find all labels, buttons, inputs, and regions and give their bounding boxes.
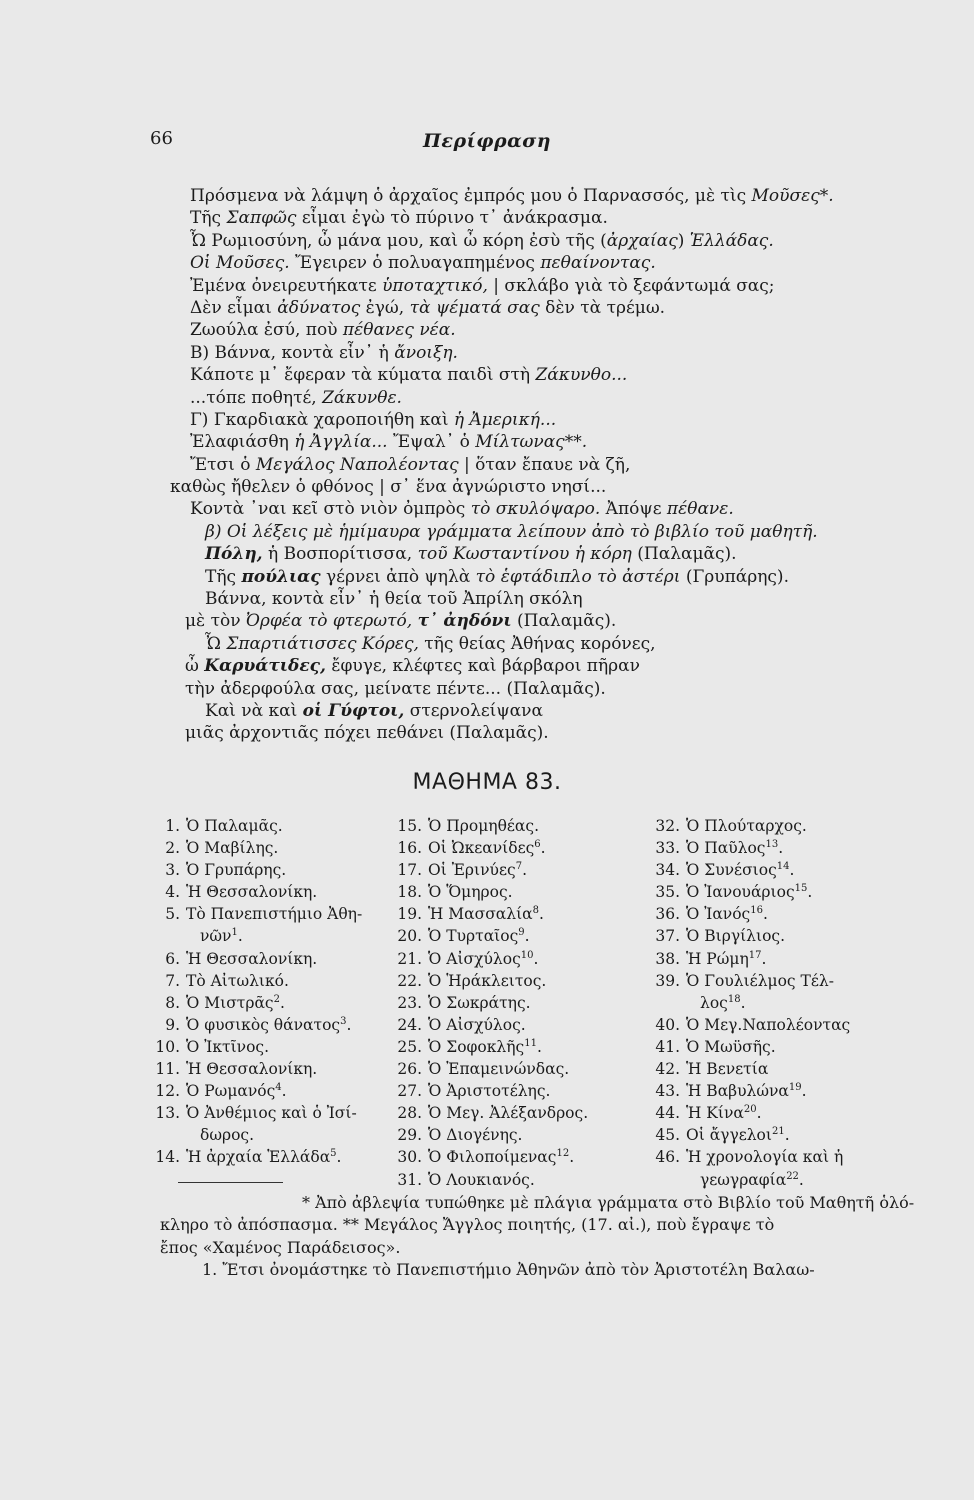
footnote-line: * Ἀπὸ ἀβλεψία τυπώθηκε μὲ πλάγια γράμματα στὸ Βιβλίο τοῦ Μαθητῆ ὁλό-: [302, 1193, 915, 1212]
text-run: β) Οἱ λέξεις μὲ ἡμίμαυρα γράμματα λείπουν ἀπὸ τὸ βιβλίο τοῦ μαθητῆ.: [205, 521, 818, 542]
footnote-ref: 8: [532, 905, 540, 917]
answer-item: [165, 903, 363, 925]
item-punctuation: .: [789, 861, 795, 880]
text-run: Μίλτωνας**.: [475, 432, 588, 453]
item-text: Ὁ Ἀνθέμιος καὶ ὁ Ἰσί-: [186, 1104, 357, 1123]
text-run: πούλιας: [241, 566, 321, 587]
text-run: δὲν τὰ τρέμω.: [539, 297, 666, 318]
text-run: Ἔγειρεν ὁ πολυαγαπημένος: [289, 253, 541, 274]
item-text: Ὁ Ρωμανός: [186, 1082, 276, 1101]
text-run: Ἐμένα ὀνειρευτήκατε: [190, 275, 383, 296]
answer-item: [186, 925, 362, 947]
text-run: τὴν ἀδερφούλα σας, μείνατε πέντε... (Παλαμᾶς).: [185, 678, 606, 699]
item-number: 12.: [155, 1082, 180, 1101]
answer-item: [397, 859, 588, 881]
footnote-ref: 20: [743, 1104, 757, 1116]
text-run: πέθανε.: [666, 499, 734, 520]
item-punctuation: .: [784, 1126, 790, 1145]
item-number: 17.: [397, 861, 422, 880]
answer-item: [155, 1146, 362, 1168]
text-run: οἱ Γύφτοι,: [302, 700, 405, 721]
text-line: [170, 409, 910, 431]
text-line: [170, 566, 910, 588]
item-number: 34.: [655, 861, 680, 880]
text-run: τ᾽ ἀηδόνι: [417, 611, 512, 632]
text-run: μὲ τὸν: [185, 611, 246, 632]
text-run: Πρόσμενα νὰ λάμψη ὁ ἀρχαῖος ἐμπρός μου ὁ Παρνασσός, μὲ τὶς: [190, 186, 752, 206]
answer-item: [186, 1124, 362, 1146]
item-text: Ὁ Παλαμᾶς.: [186, 817, 283, 835]
item-text: Ὁ Ἡράκλειτος.: [428, 971, 547, 990]
text-line: [170, 431, 910, 453]
item-number: 41.: [655, 1037, 680, 1056]
item-text: Ἡ χρονολογία καὶ ἡ: [686, 1148, 844, 1167]
text-run: μιᾶς ἀρχοντιᾶς πόχει πεθάνει (Παλαμᾶς).: [185, 723, 549, 744]
item-number: 2.: [165, 839, 180, 858]
item-number: 39.: [655, 971, 680, 990]
footnote-line: 1. Ἔτσι ὀνομάστηκε τὸ Πανεπιστήμιο Ἀθηνῶν ἀπὸ τὸν Ἀριστοτέλη Βαλαω-: [202, 1260, 815, 1280]
answer-item: [397, 1169, 588, 1191]
footnote-ref: 7: [515, 861, 523, 873]
item-text: Ὁ Αἰσχύλος: [428, 949, 521, 968]
item-number: 14.: [155, 1148, 180, 1167]
item-text: Ὁ Μιστρᾶς: [186, 993, 274, 1012]
text-run: Ὦ Ρωμιοσύνη, ὦ μάνα μου, καὶ ὦ κόρη ἐσὺ τῆς (: [190, 230, 607, 251]
item-punctuation: .: [524, 927, 530, 946]
text-run: Σπαρτιάτισσες Κόρες,: [226, 633, 419, 654]
text-line: [170, 678, 910, 700]
item-punctuation: .: [522, 861, 527, 880]
answer-item: [155, 1036, 362, 1058]
answer-item: [655, 1124, 850, 1146]
text-run: ἡ Ἀμερική...: [453, 409, 557, 430]
item-text: Ὁ Διογένης.: [428, 1126, 523, 1145]
text-line: [170, 722, 910, 744]
text-line: [170, 342, 910, 364]
text-run: Τῆς: [205, 566, 242, 587]
text-run: Ἑλλάδας.: [689, 230, 774, 251]
item-number: 27.: [397, 1082, 422, 1101]
item-number: 16.: [397, 839, 422, 858]
item-punctuation: .: [740, 993, 746, 1012]
text-line: [170, 387, 910, 409]
text-run: Ζάκυνθο...: [535, 365, 628, 386]
answer-item: [686, 1169, 850, 1191]
footnote-ref: 11: [524, 1037, 537, 1049]
text-line: [170, 633, 910, 655]
text-run: Ζωούλα ἐσύ, ποὺ: [190, 320, 343, 341]
item-punctuation: .: [280, 993, 285, 1012]
footnote-ref: 5: [330, 1148, 337, 1160]
item-number: 23.: [397, 993, 422, 1012]
text-run: Ἐλαφιάσθη: [190, 432, 295, 453]
item-number: 37.: [655, 927, 680, 946]
item-text: Ὁ Μεγ. Ἀλέξανδρος.: [428, 1104, 589, 1123]
text-run: εἶμαι ἐγὼ τὸ πύρινο τ᾽ ἀνάκρασμα.: [296, 208, 608, 229]
text-run: Ὦ: [205, 633, 227, 654]
text-line: [170, 655, 910, 677]
item-text: Ὁ Σωκράτης.: [428, 993, 531, 1012]
text-run: Β) Βάννα, κοντὰ εἶν᾽ ἡ: [190, 342, 395, 363]
text-line: [170, 230, 910, 252]
text-run: Τῆς: [190, 208, 227, 229]
text-line: [170, 543, 910, 565]
footnote-ref: 6: [534, 838, 541, 850]
footnote-ref: 15: [794, 883, 808, 895]
footnote-line: κληρο τὸ ἀπόσπασμα. ** Μεγάλος Ἄγγλος ποιητής, (17. αἰ.), ποὺ ἔγραψε τὸ: [160, 1215, 775, 1235]
text-run: Μοῦσες*.: [751, 186, 834, 206]
footnote-ref: 1: [231, 927, 238, 939]
answer-item: [397, 881, 588, 903]
item-text: Οἱ Ὠκεανίδες: [428, 839, 535, 858]
answer-item: [397, 1146, 588, 1168]
answer-item: [165, 859, 362, 881]
text-run: ): [677, 230, 690, 251]
item-number: 19.: [397, 905, 422, 924]
text-run: Βάννα, κοντὰ εἶν᾽ ἡ θεία τοῦ Ἀπρίλη σκόλη: [205, 589, 583, 610]
item-text: Ὁ Ὅμηρος.: [428, 883, 513, 902]
item-text: Ἡ Βαβυλώνα: [686, 1082, 789, 1101]
text-run: τὸ σκυλόψαρο.: [470, 499, 601, 520]
item-text: Ὁ Μεγ.Ναπολέοντας: [686, 1015, 851, 1034]
item-number: 6.: [165, 949, 180, 968]
item-punctuation: .: [346, 1015, 352, 1034]
text-line: [170, 498, 910, 520]
item-punctuation: .: [762, 905, 768, 924]
answer-item: [397, 1014, 588, 1036]
text-run: (Παλαμᾶς).: [631, 544, 737, 565]
answer-item: [397, 992, 588, 1014]
item-punctuation: .: [336, 1148, 342, 1167]
item-text: Ἡ Θεσσαλονίκη.: [186, 883, 318, 902]
item-text: Ὁ Ἰκτῖνος.: [186, 1037, 270, 1056]
answer-item: [655, 815, 850, 837]
item-number: 25.: [397, 1037, 422, 1056]
answer-item: [655, 1014, 851, 1036]
footnote-ref: 13: [765, 838, 779, 850]
text-run: πέθανες νέα.: [342, 320, 456, 341]
footnote-ref: 16: [750, 905, 763, 917]
item-text: Ἡ ἀρχαία Ἑλλάδα: [186, 1148, 331, 1167]
text-line: [170, 610, 910, 632]
answer-item: [165, 881, 362, 903]
item-number: 43.: [655, 1082, 680, 1101]
text-run: στερνολείψανα: [404, 700, 543, 721]
text-run: ...τόπε ποθητέ,: [190, 387, 323, 408]
item-punctuation: .: [569, 1148, 575, 1167]
footnote-ref: 9: [518, 927, 525, 939]
item-text: Ὁ Μαβίλης.: [186, 839, 279, 858]
item-number: 1.: [165, 817, 180, 835]
text-run: ἄνοιξη.: [394, 342, 458, 363]
answer-item: [655, 1036, 850, 1058]
answer-column-3: [655, 815, 851, 1191]
text-run: Καρυάτιδες,: [204, 656, 326, 677]
item-punctuation: .: [798, 1170, 804, 1189]
footnote-rule: [178, 1182, 283, 1183]
item-number: 35.: [655, 883, 680, 902]
text-run: Ἔψαλ᾽ ὁ: [387, 432, 476, 453]
item-number: 3.: [165, 861, 180, 880]
footnote-ref: 19: [788, 1081, 802, 1093]
footnote-ref: 22: [786, 1170, 799, 1182]
text-run: Καὶ νὰ καὶ: [205, 700, 303, 721]
text-run: τοῦ Κωσταντίνου ἡ κόρη: [417, 544, 632, 565]
item-text: Ὁ Πλούταρχος.: [686, 817, 807, 835]
answer-item: [655, 925, 850, 947]
item-punctuation: .: [237, 927, 243, 946]
item-number: 15.: [397, 817, 422, 835]
item-number: 8.: [165, 993, 180, 1012]
answer-item: [397, 1124, 588, 1146]
item-number: 4.: [165, 883, 180, 902]
text-line: [170, 252, 910, 274]
answer-column-1: [155, 815, 363, 1169]
item-text: νῶν: [200, 927, 232, 946]
text-run: ὑποταχτικό,: [382, 275, 488, 296]
answer-item: [165, 815, 362, 837]
text-run: ἀρχαίας: [606, 230, 678, 251]
text-run: Γ) Γκαρδιακὰ χαροποιήθη καὶ: [190, 409, 454, 430]
answer-item: [397, 1102, 589, 1124]
item-text: Ἡ Θεσσαλονίκη.: [186, 949, 318, 968]
item-text: Οἱ ἄγγελοι: [686, 1126, 772, 1145]
footnote-ref: 12: [556, 1148, 570, 1160]
text-run: | σκλάβο γιὰ τὸ ξεφάντωμά σας;: [487, 275, 775, 296]
answer-item: [165, 1014, 362, 1036]
item-number: 26.: [397, 1060, 422, 1079]
answer-item: [155, 1058, 362, 1080]
text-run: Κάποτε μ᾽ ἔφεραν τὰ κύματα παιδὶ στὴ: [190, 365, 536, 386]
footnote-ref: 18: [727, 993, 741, 1005]
answer-item: [655, 970, 850, 992]
text-run: Ἔτσι ὁ: [190, 454, 256, 475]
text-run: Μεγάλος Ναπολέοντας: [255, 454, 459, 475]
footnote-ref: 3: [340, 1015, 347, 1027]
footnote-ref: 21: [771, 1126, 785, 1138]
text-line: [170, 364, 910, 386]
text-line: [170, 185, 910, 207]
text-run: (Γρυπάρης).: [680, 566, 789, 587]
text-run: ἔφυγε, κλέφτες καὶ βάρβαροι πῆραν: [325, 656, 640, 677]
answer-item: [655, 1058, 850, 1080]
answer-item: [397, 1036, 588, 1058]
item-punctuation: .: [807, 883, 813, 902]
item-text: Ὁ Φιλοποίμενας: [428, 1148, 557, 1167]
answer-item: [165, 970, 362, 992]
footnote-ref: 10: [520, 949, 534, 961]
item-text: Ὁ Σοφοκλῆς: [428, 1037, 525, 1056]
item-text: Ἡ Βενετία: [686, 1060, 769, 1079]
answer-item: [655, 1080, 850, 1102]
answer-item: [655, 881, 850, 903]
example-lines: [170, 185, 910, 745]
text-line: [170, 521, 910, 543]
page-header: [0, 128, 974, 158]
item-text: Ὁ Συνέσιος: [686, 861, 777, 880]
item-text: δωρος.: [200, 1126, 255, 1145]
page-number: 66: [150, 128, 173, 149]
answer-item: [686, 992, 850, 1014]
item-punctuation: .: [761, 949, 767, 968]
item-text: Τὸ Αἰτωλικό.: [186, 971, 289, 990]
item-number: 44.: [655, 1104, 680, 1123]
answer-item: [655, 859, 850, 881]
answer-item: [397, 925, 588, 947]
item-number: 13.: [155, 1104, 180, 1123]
item-number: 24.: [397, 1015, 422, 1034]
answer-item: [397, 1080, 588, 1102]
footnote-ref: 14: [776, 861, 790, 873]
item-text: Ὁ Ἀριστοτέλης.: [428, 1082, 551, 1101]
text-run: Οἱ Μοῦσες.: [190, 253, 290, 274]
text-line: [170, 454, 910, 476]
answer-item: [155, 1102, 362, 1124]
text-run: τὰ ψέματά σας: [409, 297, 540, 318]
answer-item: [165, 992, 362, 1014]
text-run: (Παλαμᾶς).: [511, 611, 617, 632]
answer-item: [655, 1102, 850, 1124]
item-text: Ὁ Γουλιέλμος Τέλ-: [686, 971, 834, 990]
text-run: Ὀρφέα τὸ φτερωτό,: [245, 611, 413, 632]
item-text: Ὁ Λουκιανός.: [428, 1170, 535, 1189]
item-number: 11.: [155, 1060, 180, 1079]
text-run: Δὲν εἶμαι: [190, 297, 278, 318]
item-number: 9.: [165, 1015, 180, 1034]
text-line: [170, 476, 910, 498]
answer-item: [655, 903, 850, 925]
item-text: Ὁ Γρυπάρης.: [186, 861, 287, 880]
item-text: Ἡ Θεσσαλονίκη.: [186, 1060, 318, 1079]
footnote-ref: 4: [275, 1081, 282, 1093]
running-title: Περίφραση: [422, 130, 552, 152]
item-number: 30.: [397, 1148, 422, 1167]
text-run: τῆς θείας Ἀθήνας κορόνες,: [418, 633, 656, 654]
item-number: 20.: [397, 927, 422, 946]
item-text: Ὁ Τυρταῖος: [428, 927, 519, 946]
text-run: ἡ Ἀγγλία...: [294, 432, 388, 453]
text-run: ἀδύνατος: [277, 297, 361, 318]
item-number: 46.: [655, 1148, 680, 1167]
item-punctuation: .: [801, 1082, 807, 1101]
footnotes: [160, 1192, 915, 1282]
answer-item: [397, 903, 588, 925]
text-run: γέρνει ἀπὸ ψηλὰ: [320, 566, 476, 587]
item-number: 45.: [655, 1126, 680, 1145]
text-run: ἐγώ,: [360, 297, 410, 318]
item-text: γεωγραφία: [700, 1170, 787, 1189]
item-text: Τὸ Πανεπιστήμιο Ἀθη-: [186, 905, 363, 924]
answer-item: [397, 815, 588, 837]
text-run: ἡ Βοσπορίτισσα,: [262, 544, 418, 565]
footnote-ref: 2: [273, 993, 280, 1005]
text-run: Κοντὰ ᾽ναι κεῖ στὸ νιὸν ὀμπρὸς: [190, 499, 471, 520]
item-punctuation: .: [778, 839, 784, 858]
answer-item: [397, 948, 588, 970]
text-run: | ὅταν ἔπαυε νὰ ζῆ,: [458, 454, 631, 475]
answer-item: [397, 1058, 588, 1080]
item-text: Ὁ φυσικὸς θάνατος: [186, 1015, 341, 1034]
item-number: 33.: [655, 839, 680, 858]
item-text: Ἡ Ρώμη: [686, 949, 749, 968]
item-punctuation: .: [756, 1104, 762, 1123]
answer-item: [165, 948, 362, 970]
answer-item: [655, 837, 850, 859]
item-text: Ὁ Παῦλος: [686, 839, 766, 858]
answer-item: [397, 970, 588, 992]
item-punctuation: .: [539, 905, 544, 924]
item-number: 7.: [165, 971, 180, 990]
footnote-line: ἔπος «Χαμένος Παράδεισος».: [160, 1237, 401, 1257]
text-run: καθὼς ἤθελεν ὁ φθόνος | σ᾽ ἕνα ἀγνώριστο νησί...: [170, 477, 607, 498]
text-line: [170, 275, 910, 297]
item-text: Ἡ Κίνα: [686, 1104, 744, 1123]
answer-column-2: [397, 815, 589, 1191]
item-text: Ὁ Βιργίλιος.: [686, 927, 786, 946]
item-number: 32.: [655, 817, 680, 835]
item-number: 5.: [165, 905, 180, 924]
item-punctuation: .: [536, 1037, 542, 1056]
answer-item: [397, 837, 588, 859]
item-punctuation: .: [281, 1082, 287, 1101]
text-run: Σαπφῶς: [226, 208, 297, 229]
item-number: 40.: [655, 1015, 680, 1034]
text-run: Ζάκυνθε.: [322, 387, 402, 408]
item-text: Οἱ Ἐρινύες: [428, 861, 516, 880]
item-number: 21.: [397, 949, 422, 968]
text-run: τὸ ἑφτάδιπλο τὸ ἀστέρι: [475, 566, 681, 587]
item-number: 29.: [397, 1126, 422, 1145]
text-run: πεθαίνοντας.: [540, 253, 656, 274]
answer-item: [655, 948, 850, 970]
item-text: Ὁ Μωϋσῆς.: [686, 1037, 776, 1056]
item-number: 31.: [397, 1170, 422, 1189]
footnote-ref: 17: [748, 949, 762, 961]
text-line: [170, 700, 910, 722]
item-punctuation: .: [533, 949, 539, 968]
text-line: [170, 319, 910, 341]
item-number: 22.: [397, 971, 422, 990]
item-text: Ὁ Ἰανός: [686, 905, 751, 924]
item-number: 36.: [655, 905, 680, 924]
item-number: 18.: [397, 883, 422, 902]
answer-item: [165, 837, 362, 859]
item-number: 38.: [655, 949, 680, 968]
item-text: Ὁ Αἰσχύλος.: [428, 1015, 526, 1034]
item-number: 42.: [655, 1060, 680, 1079]
text-run: ὦ: [185, 656, 205, 677]
item-text: Ὁ Ἰανουάριος: [686, 883, 795, 902]
item-number: 28.: [397, 1104, 422, 1123]
text-run: Πόλη,: [205, 544, 263, 565]
item-number: 10.: [155, 1037, 180, 1056]
text-line: [170, 297, 910, 319]
answer-item: [155, 1080, 362, 1102]
item-text: Ἡ Μασσαλία: [428, 905, 533, 924]
text-run: Ἀπόψε: [600, 499, 667, 520]
answer-item: [655, 1146, 850, 1168]
item-text: Ὁ Προμηθέας.: [428, 817, 540, 835]
lesson-title: ΜΑΘΗΜΑ 83.: [412, 770, 562, 795]
text-line: [170, 207, 910, 229]
item-punctuation: .: [540, 839, 546, 858]
text-line: [170, 588, 910, 610]
item-text: λος: [700, 993, 728, 1012]
item-text: Ὁ Ἐπαμεινώνδας.: [428, 1060, 570, 1079]
